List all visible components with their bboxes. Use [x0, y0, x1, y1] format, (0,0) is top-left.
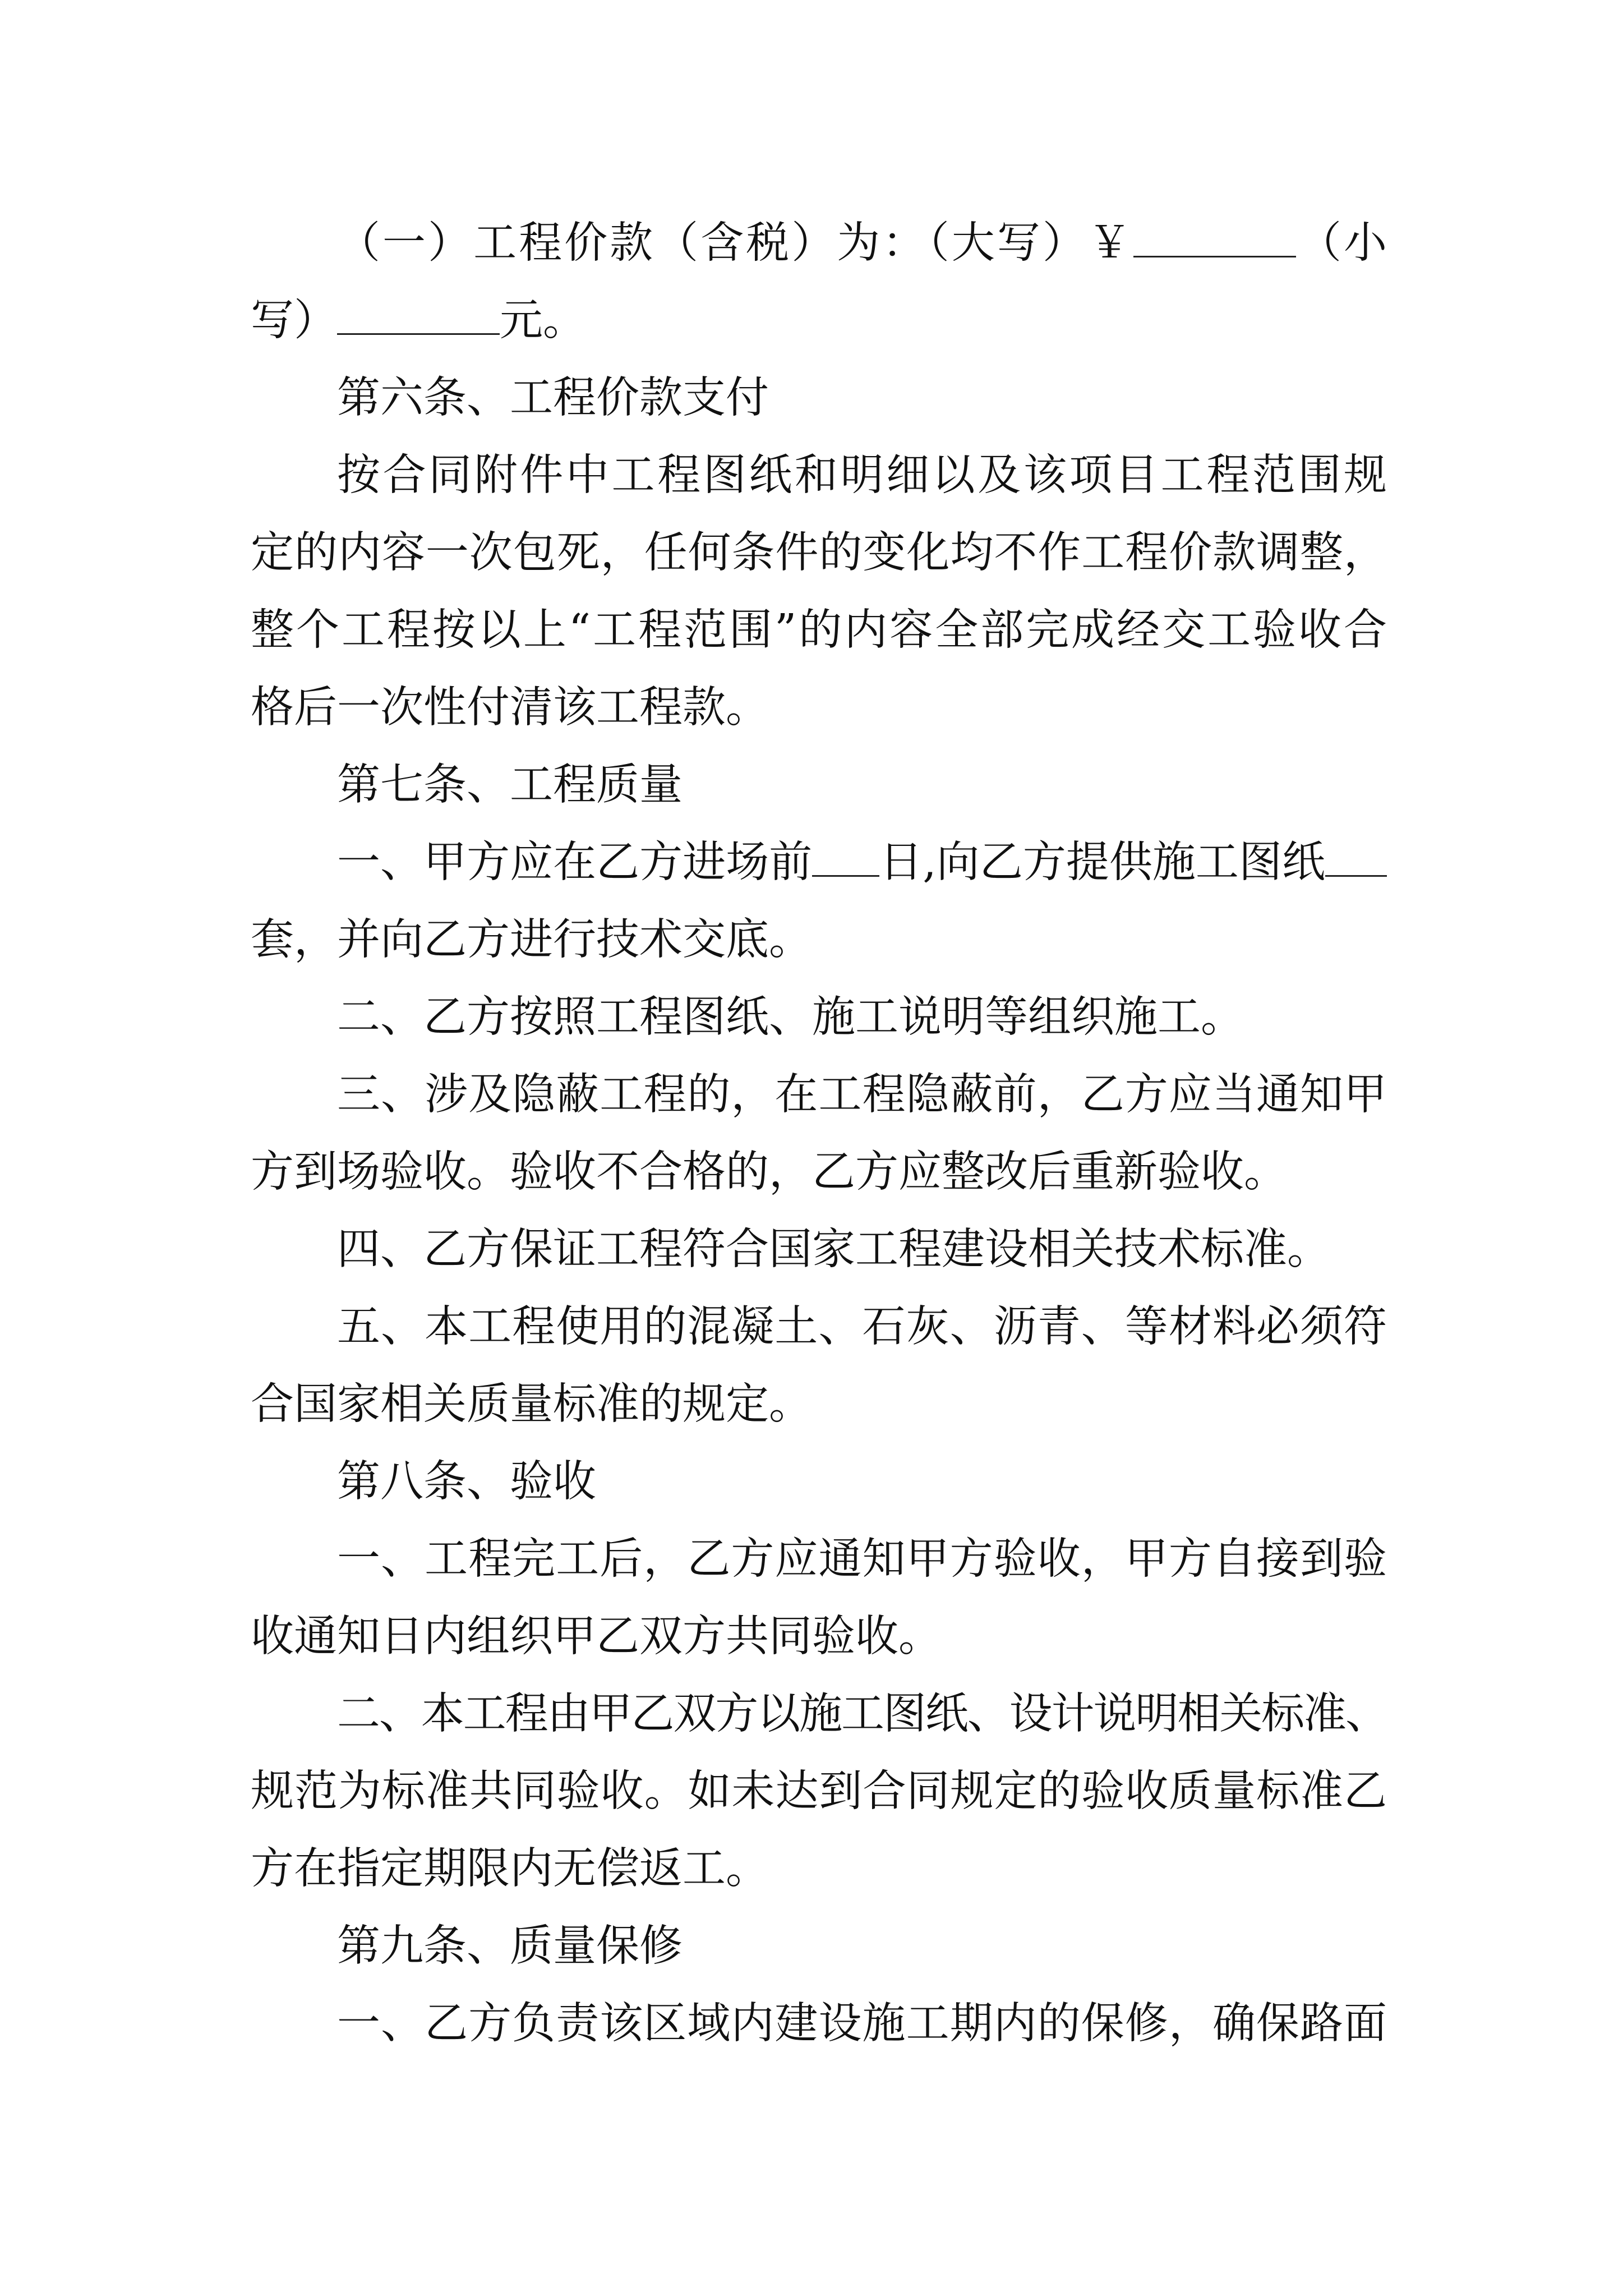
- article-9-heading: 第九条、质量保修: [337, 1921, 683, 1971]
- item-text: 一、甲方应在乙方进场前: [337, 838, 813, 887]
- article-7-item-1-line-2: 套，并向乙方进行技术交底。: [251, 915, 812, 965]
- article-8-item-1-line: 一、工程完工后，乙方应通知甲方验收，甲方自接到验: [337, 1534, 1387, 1584]
- article-9-item-1-line: 一、乙方负责该区域内建设施工期内的保修，确保路面: [337, 1999, 1387, 2049]
- document-body: [251, 205, 1387, 2063]
- amount-figures-blank: [337, 300, 500, 335]
- item-text: 日,向乙方提供施工图纸: [879, 838, 1325, 887]
- article-6-line: 定的内容一次包死，任何条件的变化均不作工程价款调整，: [251, 528, 1387, 578]
- article-6-line: 整个工程按以上“工程范围”的内容全部完成经交工验收合: [251, 605, 1387, 655]
- article-7-item-2: 二、乙方按照工程图纸、施工说明等组织施工。: [337, 992, 1244, 1042]
- price-clause-text: 元。: [500, 296, 586, 346]
- price-clause-line-1: [251, 205, 1387, 282]
- article-8-item-2-line: 规范为标准共同验收。如未达到合同规定的验收质量标准乙: [251, 1766, 1387, 1816]
- article-8-item-2-line: 方在指定期限内无偿返工。: [251, 1844, 769, 1894]
- article-7-item-4: 四、乙方保证工程符合国家工程建设相关技术标准。: [337, 1225, 1330, 1274]
- article-8-heading: 第八条、验收: [337, 1457, 596, 1507]
- article-6-line: 格后一次性付清该工程款。: [251, 683, 769, 733]
- price-clause-text: （一）工程价款（含税）为：（大写）￥: [337, 218, 1133, 268]
- article-7-item-3-line: 方到场验收。验收不合格的，乙方应整改后重新验收。: [251, 1147, 1287, 1197]
- article-6-line: 按合同附件中工程图纸和明细以及该项目工程范围规: [337, 450, 1387, 500]
- days-blank: [812, 841, 879, 877]
- article-7-heading: 第七条、工程质量: [337, 760, 683, 810]
- article-8-item-2-line: 二、本工程由甲乙双方以施工图纸、设计说明相关标准、: [337, 1689, 1387, 1739]
- article-7-item-1-line-1: [251, 824, 1387, 901]
- price-clause-text: （小: [1295, 218, 1387, 268]
- article-6-heading: 第六条、工程价款支付: [337, 373, 769, 423]
- price-clause-text: 写）: [251, 296, 337, 346]
- amount-words-blank: [1133, 222, 1296, 257]
- article-8-item-1-line: 收通知日内组织甲乙双方共同验收。: [251, 1612, 942, 1662]
- article-7-item-3-line: 三、涉及隐蔽工程的，在工程隐蔽前，乙方应当通知甲: [337, 1070, 1387, 1120]
- article-7-item-5-line: 合国家相关质量标准的规定。: [251, 1379, 812, 1429]
- article-7-item-5-line: 五、本工程使用的混凝土、石灰、沥青、等材料必须符: [337, 1302, 1387, 1352]
- price-clause-line-2: [251, 282, 1387, 360]
- sets-blank: [1325, 841, 1387, 877]
